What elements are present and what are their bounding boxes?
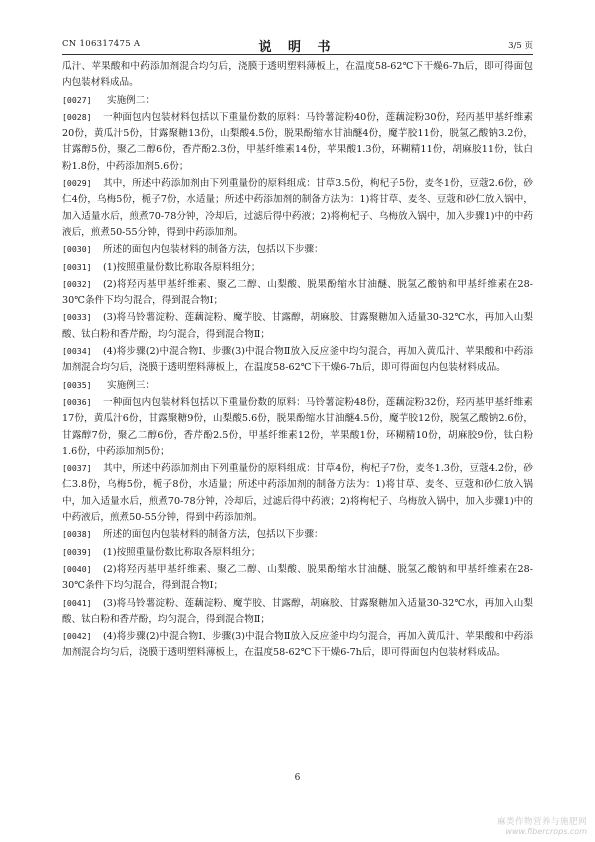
paragraph-number: [0037] [62,463,92,474]
paragraph [62,309,533,343]
paragraph-number: [0030] [62,244,92,255]
paragraph-text: (1)按照重量份数比称取各原料组分； [103,261,261,273]
paragraph-number: [0040] [62,563,92,574]
paragraph [62,526,533,543]
page-indicator: 3/5 页 [508,41,533,51]
paragraph-number: [0038] [62,529,92,540]
paragraph [62,109,533,175]
paragraph-text: 瓜汁、苹果酸和中药添加剂混合均匀后，浇膜于透明塑料薄板上，在温度58-62℃下干燥6-7h后，即可得面包内包装材料成品。 [62,61,533,89]
paragraph-number: [0028] [62,111,92,122]
paragraph-number: [0034] [62,346,92,357]
paragraph [62,276,533,310]
page-header [62,36,533,55]
paragraph-text: (4)将步骤(2)中混合物Ⅰ、步骤(3)中混合物Ⅱ放入反应釜中均匀混合，再加入黄瓜汁、苹果酸和中药添加剂混合均匀后，浇膜于透明塑料薄板上，在温度58-62℃下干燥6-7h后，即可得面包内包装材料成品。 [62,631,533,659]
paragraph [62,544,533,561]
paragraph-text: (2)将羟丙基甲基纤维素、聚乙二醇、山梨酸、脱果酚缩水甘油醚、脱氢乙酸钠和甲基纤维素在28-30℃条件下均匀混合，得到混合物Ⅰ； [62,278,533,307]
paragraph-text: 其中，所述中药添加剂由下列重量份的原料组成：甘草3.5份，枸杞子5份，麦冬1份，豆蔻2.6份，砂仁4份，乌梅5份，栀子7份，水适量；所述中药添加剂的制备方法为：1)将甘草、麦冬、豆蔻和砂仁放入锅中，加入适量水后，煎煮70-78分钟，冷却后，过滤后得中药液；2)将枸杞子、乌梅放入锅中，加入步骤1)中的中药液后，煎煮50-55分钟，得到中药添加剂。 [62,178,533,238]
paragraph [62,175,533,241]
paragraph-number: [0033] [62,312,92,323]
watermark [497,815,587,836]
paragraph-text: 一种面包内包装材料包括以下重量份数的原料：马铃薯淀粉48份，莲藕淀粉32份，羟丙基甲基纤维素17份，黄瓜汁6份，甘露聚糖9份，山梨酸5.6份，脱果酚缩水甘油醚4.5份，魔芋胶12份，脱氢乙酸钠2.6份，甘露醇7份，聚乙二醇6份，香芹酚2.5份，甲基纤维素12份，苹果酸1份，环糊精10份，胡麻胶9份，钛白粉1.6份，中药添加剂5份； [62,396,533,457]
patent-number: CN 106317475 A [62,39,141,49]
section-heading [62,377,533,394]
paragraph [62,59,533,92]
paragraph [62,561,533,595]
paragraph-text: (3)将马铃薯淀粉、莲藕淀粉、魔芋胶、甘露醇，胡麻胶、甘露聚糖加入适量30-32℃水，再加入山梨酸、钛白粉和香芹酚，均匀混合，得到混合物Ⅱ； [62,597,533,625]
document-body [62,59,533,662]
paragraph-number: [0035] [62,379,92,390]
paragraph-text: (4)将步骤(2)中混合物Ⅰ、步骤(3)中混合物Ⅱ放入反应釜中均匀混合，再加入黄瓜汁、苹果酸和中药添加剂混合均匀后，浇膜于透明塑料薄板上，在温度58-62℃下干燥6-7h后，即可得面包内包装材料成品。 [62,346,533,374]
watermark-url: www.fibercrops.com [505,827,587,836]
paragraph-text: (2)将羟丙基甲基纤维素、聚乙二醇、山梨酸、脱果酚缩水甘油醚、脱氢乙酸钠和甲基纤维素在28-30℃条件下均匀混合，得到混合物Ⅰ； [62,563,533,592]
paragraph-number: [0041] [62,597,92,608]
paragraph-text: 实施例二： [107,94,155,106]
paragraph-number: [0036] [62,396,92,407]
document-title: 说 明 书 [258,40,337,55]
page-number: 6 [294,773,301,783]
paragraph-number: [0039] [62,546,92,557]
paragraph-text: 一种面包内包装材料包括以下重量份数的原料：马铃薯淀粉40份，莲藕淀粉30份，羟丙基甲基纤维素20份，黄瓜汁5份，甘露聚糖13份，山梨酸4.5份，脱果酚缩水甘油醚4份，魔芋胶11份，脱氢乙酸钠3.2份，甘露醇5份，聚乙二醇6份，香芹酚2.3份，甲基纤维素14份，苹果酸1.3份，环糊精11份，胡麻胶11份，钛白粉1.8份，中药添加剂5.6份； [62,111,533,172]
paragraph [62,241,533,258]
paragraph-number: [0029] [62,178,92,189]
paragraph-number: [0042] [62,631,92,642]
paragraph-number: [0031] [62,261,92,272]
paragraph-text: 所述的面包内包装材料的制备方法，包括以下步骤： [103,529,324,541]
paragraph-text: (3)将马铃薯淀粉、莲藕淀粉、魔芋胶、甘露醇，胡麻胶、甘露聚糖加入适量30-32℃水，再加入山梨酸、钛白粉和香芹酚，均匀混合，得到混合物Ⅱ； [62,312,533,340]
paragraph [62,343,533,377]
paragraph-text: (1)按照重量份数比称取各原料组分； [103,546,261,558]
paragraph-text: 其中，所述中药添加剂由下列重量份的原料组成：甘草4份，枸杞子7份，麦冬1.3份，豆蔻4.2份，砂仁3.8份，乌梅5份，栀子8份，水适量；所述中药添加剂的制备方法为：1)将甘草、麦冬、豆蔻和砂仁放入锅中，加入适量水后，煎煮70-78分钟，冷却后，过滤后得中药液；2)将枸杞子、乌梅放入锅中，加入步骤1)中的中药液后，煎煮50-55分钟，得到中药添加剂。 [62,463,533,524]
paragraph [62,460,533,526]
paragraph [62,259,533,276]
paragraph-text: 实施例三： [107,379,155,391]
paragraph-number: [0032] [62,278,92,289]
section-heading [62,92,533,109]
paragraph [62,628,533,662]
watermark-text: 麻类作物营养与施肥网 [496,817,587,827]
paragraph [62,595,533,629]
paragraph-text: 所述的面包内包装材料的制备方法，包括以下步骤： [103,244,324,256]
paragraph-number: [0027] [62,94,92,105]
paragraph [62,394,533,460]
